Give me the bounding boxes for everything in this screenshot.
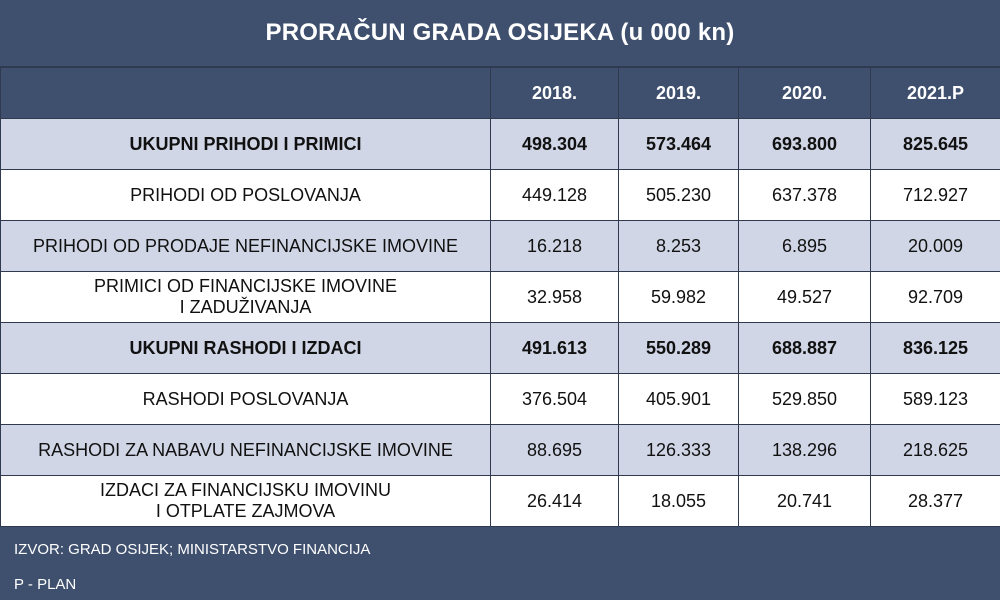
cell-value: 92.709 [871, 272, 1000, 323]
cell-value: 126.333 [619, 425, 739, 476]
header-label-cell [1, 68, 491, 119]
cell-value: 8.253 [619, 221, 739, 272]
cell-value: 498.304 [491, 119, 619, 170]
cell-value: 825.645 [871, 119, 1000, 170]
table-row [1, 476, 1000, 527]
row-label: PRIHODI OD PRODAJE NEFINANCIJSKE IMOVINE [1, 221, 491, 272]
cell-value: 6.895 [739, 221, 871, 272]
column-header-2018: 2018. [491, 68, 619, 119]
row-label [1, 476, 491, 527]
row-label-line2: I ZADUŽIVANJA [179, 297, 312, 317]
cell-value: 20.009 [871, 221, 1000, 272]
column-header-2021: 2021.P [871, 68, 1000, 119]
cell-value: 688.887 [739, 323, 871, 374]
table-row [1, 425, 1000, 476]
row-label: RASHODI ZA NABAVU NEFINANCIJSKE IMOVINE [1, 425, 491, 476]
header-row [1, 68, 1000, 119]
cell-value: 88.695 [491, 425, 619, 476]
row-label: PRIHODI OD POSLOVANJA [1, 170, 491, 221]
cell-value: 16.218 [491, 221, 619, 272]
table-row [1, 221, 1000, 272]
plan-note: P - PLAN [14, 576, 77, 593]
table-row [1, 170, 1000, 221]
cell-value: 376.504 [491, 374, 619, 425]
budget-table [0, 67, 1000, 527]
table-title: PRORAČUN GRADA OSIJEKA (u 000 kn) [0, 0, 1000, 67]
table-row [1, 323, 1000, 374]
cell-value: 693.800 [739, 119, 871, 170]
row-label: UKUPNI PRIHODI I PRIMICI [1, 119, 491, 170]
cell-value: 59.982 [619, 272, 739, 323]
cell-value: 26.414 [491, 476, 619, 527]
cell-value: 589.123 [871, 374, 1000, 425]
cell-value: 32.958 [491, 272, 619, 323]
cell-value: 449.128 [491, 170, 619, 221]
cell-value: 491.613 [491, 323, 619, 374]
row-label-line1: IZDACI ZA FINANCIJSKU IMOVINU [99, 480, 392, 500]
cell-value: 529.850 [739, 374, 871, 425]
cell-value: 20.741 [739, 476, 871, 527]
row-label: UKUPNI RASHODI I IZDACI [1, 323, 491, 374]
row-label: RASHODI POSLOVANJA [1, 374, 491, 425]
footer-notes [0, 541, 1000, 593]
row-label-line1: PRIMICI OD FINANCIJSKE IMOVINE [93, 276, 398, 296]
cell-value: 637.378 [739, 170, 871, 221]
cell-value: 712.927 [871, 170, 1000, 221]
cell-value: 550.289 [619, 323, 739, 374]
cell-value: 218.625 [871, 425, 1000, 476]
cell-value: 18.055 [619, 476, 739, 527]
row-label-line2: I OTPLATE ZAJMOVA [155, 501, 336, 521]
table-row [1, 374, 1000, 425]
cell-value: 49.527 [739, 272, 871, 323]
cell-value: 28.377 [871, 476, 1000, 527]
table-row [1, 119, 1000, 170]
cell-value: 138.296 [739, 425, 871, 476]
cell-value: 836.125 [871, 323, 1000, 374]
source-note: IZVOR: GRAD OSIJEK; MINISTARSTVO FINANCIJA [14, 541, 371, 558]
cell-value: 573.464 [619, 119, 739, 170]
cell-value: 505.230 [619, 170, 739, 221]
column-header-2020: 2020. [739, 68, 871, 119]
table-row [1, 272, 1000, 323]
column-header-2019: 2019. [619, 68, 739, 119]
cell-value: 405.901 [619, 374, 739, 425]
row-label [1, 272, 491, 323]
